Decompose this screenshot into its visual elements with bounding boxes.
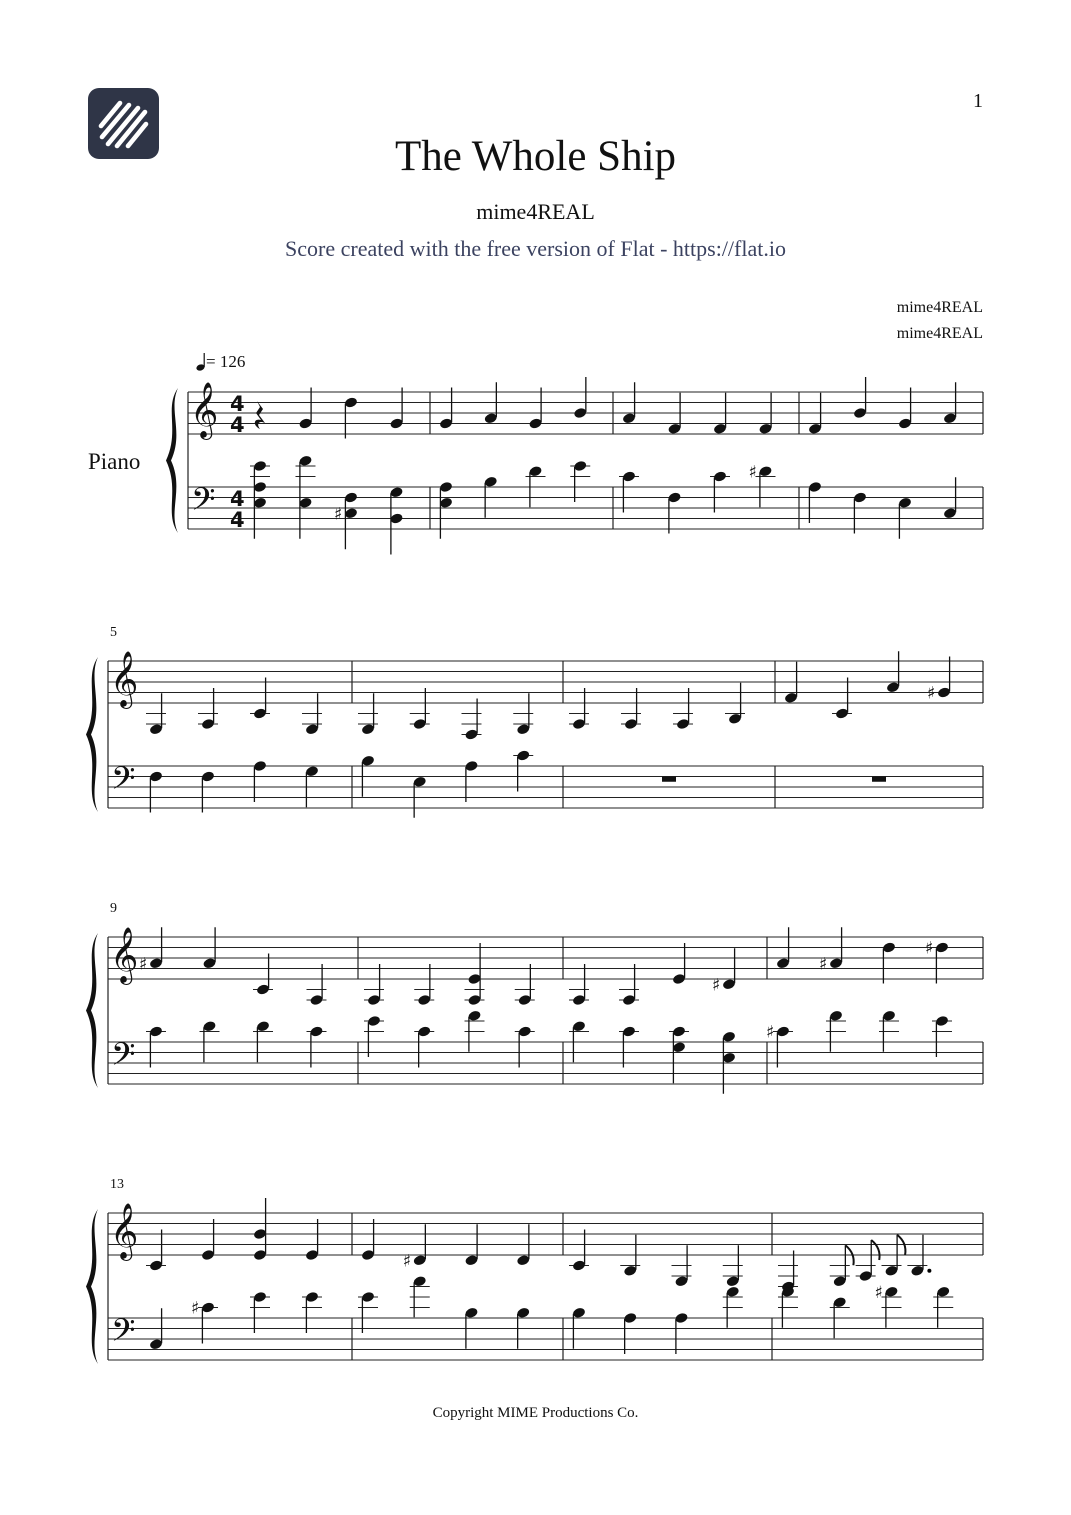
arranger-credit: mime4REAL bbox=[896, 325, 983, 342]
measure-number: 9 bbox=[110, 901, 117, 916]
time-signature-denominator: 4 bbox=[230, 413, 245, 437]
bass-clef-icon: 𝄢 bbox=[191, 481, 216, 525]
grand-staff-brace bbox=[86, 933, 98, 1088]
whole-rest bbox=[872, 777, 886, 782]
sharp-accidental: ♯ bbox=[334, 504, 343, 525]
sharp-accidental: ♯ bbox=[925, 938, 934, 959]
treble-clef-icon: 𝄞 bbox=[110, 1203, 139, 1259]
bass-clef-icon: 𝄢 bbox=[111, 760, 136, 804]
score-subtitle: mime4REAL bbox=[476, 199, 595, 224]
measure-number: 13 bbox=[110, 1177, 124, 1192]
copyright-notice: Copyright MIME Productions Co. bbox=[432, 1405, 639, 1421]
time-signature-numerator: 4 bbox=[230, 392, 245, 416]
tempo-text: = 126 bbox=[206, 352, 246, 371]
time-signature-denominator: 4 bbox=[230, 508, 245, 532]
treble-clef-icon: 𝄞 bbox=[110, 927, 139, 983]
score-title: The Whole Ship bbox=[394, 133, 677, 180]
grand-staff-brace bbox=[166, 388, 178, 533]
composer-credit: mime4REAL bbox=[896, 299, 983, 316]
quarter-rest bbox=[255, 401, 265, 429]
treble-clef-icon: 𝄞 bbox=[190, 382, 219, 438]
page-number: 1 bbox=[973, 90, 983, 112]
instrument-label: Piano bbox=[88, 449, 141, 474]
sharp-accidental: ♯ bbox=[748, 462, 757, 483]
sharp-accidental: ♯ bbox=[766, 1022, 775, 1043]
time-signature-numerator: 4 bbox=[230, 487, 245, 511]
sharp-accidental: ♯ bbox=[927, 683, 936, 704]
bass-clef-icon: 𝄢 bbox=[111, 1036, 136, 1080]
flat-notice: Score created with the free version of Flat - https://flat.io bbox=[285, 236, 786, 261]
sharp-accidental: ♯ bbox=[139, 954, 148, 975]
treble-clef-icon: 𝄞 bbox=[110, 651, 139, 707]
sharp-accidental: ♯ bbox=[402, 1251, 411, 1272]
sharp-accidental: ♯ bbox=[191, 1298, 200, 1319]
sharp-accidental: ♯ bbox=[874, 1282, 883, 1303]
augmentation-dot bbox=[927, 1269, 931, 1273]
grand-staff-brace bbox=[86, 657, 98, 812]
sharp-accidental: ♯ bbox=[712, 975, 721, 996]
whole-rest bbox=[662, 777, 676, 782]
bass-clef-icon: 𝄢 bbox=[111, 1312, 136, 1356]
sharp-accidental: ♯ bbox=[819, 954, 828, 975]
grand-staff-brace bbox=[86, 1209, 98, 1364]
measure-number: 5 bbox=[110, 625, 117, 640]
note-flag bbox=[871, 1240, 879, 1260]
